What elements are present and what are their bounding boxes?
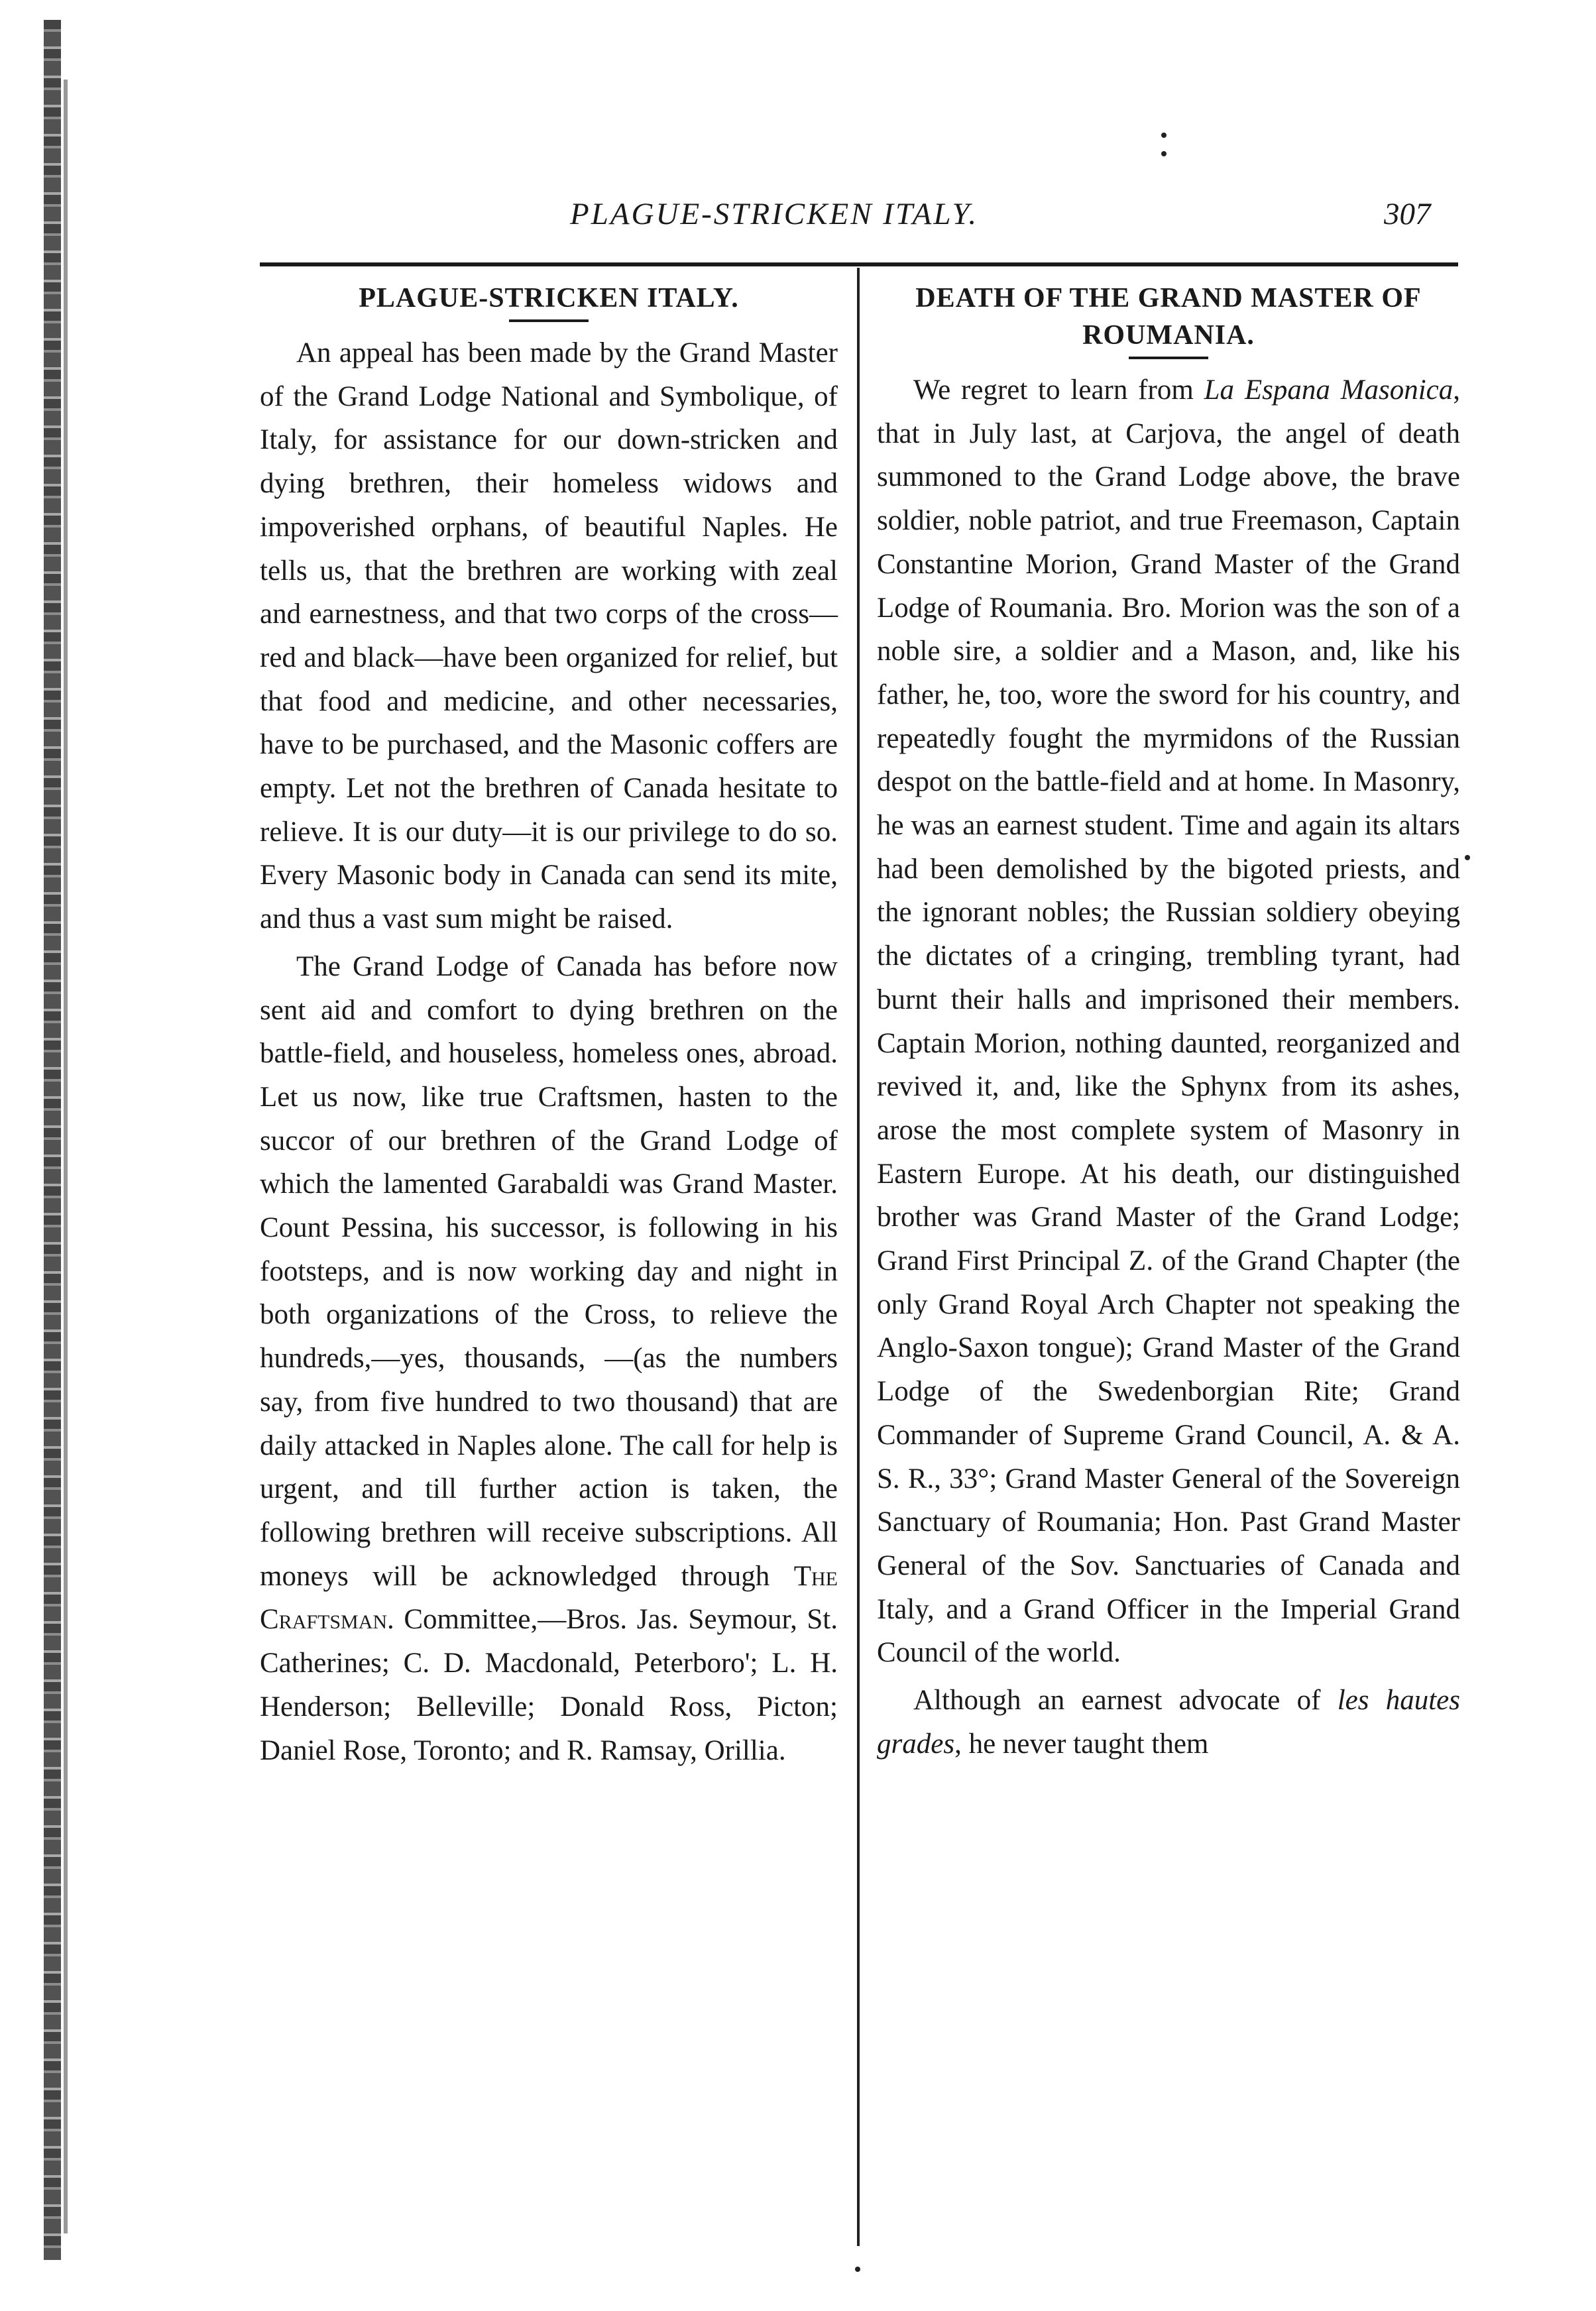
left-paragraph-1: An appeal has been made by the Grand Master of the Grand Lodge National and Symbolique, of Italy, for assistance for our down-stricken and dying brethren, their homeless widows and impoverished orphans, of beautiful Naples. He tells us, that the brethren are working with zeal and earnestness, and that two corps of the cross—red and black—have been organized for relief, but that food and medicine, and other necessaries, have to be purchased, and the Masonic coffers are empty. Let not the brethren of Canada hesitate to relieve. It is our duty—it is our privilege to do so. Every Masonic body in Canada can send its mite, and thus a vast sum might be raised. [260,337,838,935]
header-rule [260,262,1458,266]
left-paragraph-2-text: The Grand Lodge of Canada has before now sent aid and comfort to dying brethren on the battle-field, and houseless, homeless ones, abroad. Let us now, like true Craftsmen, hasten to the succor of our brethren of the Grand Lodge of which the lamented Garabaldi was Grand Master. Count Pessina, his successor, is following in his footsteps, and is now working day and night in both organizations of the Cross, to relieve the hundreds,—yes, thousands, —(as the numbers say, from five hundred to two thousand) that are daily attacked in Naples alone. The call for help is urgent, and till further action is taken, the following brethren will receive subscriptions. All moneys will be acknowledged through [260,950,838,1592]
publication-name: The Craftsman. [260,1560,838,1636]
right-paragraph-2-rest: , he never taught them [954,1728,1209,1760]
running-head: PLAGUE-STRICKEN ITALY. [570,197,979,231]
scan-speck [855,2267,860,2272]
right-paragraph-2-start: Although an earnest advocate of [913,1685,1321,1717]
left-column [260,280,838,1772]
left-paragraph-2 [260,945,838,1772]
scan-speck [1161,133,1167,138]
right-column [877,280,1460,1766]
page-number: 307 [1384,197,1431,231]
right-paragraph-1 [877,368,1460,1675]
source-publication: La Espana Masonica [1204,374,1454,406]
scanned-page-edge [44,20,61,2260]
scan-speck [1161,151,1167,156]
right-paragraph-1-rest: , that in July last, at Carjova, the angel of death summoned to the Grand Lodge above, the brave soldier, noble patriot, and true Freemason, Captain Constantine Morion, Grand Master of the Grand Lodge of Roumania. Bro. Morion was the son of a noble sire, a soldier and a Mason, and, like his father, he, too, wore the sword for his country, and repeatedly fought the myrmidons of the Russian despot on the battle-field and at home. In Masonry, he was an earnest student. Time and again its altars had been demolished by the bigoted priests, and the ignorant nobles; the Russian soldiery obeying the dictates of a cringing, trembling tyrant, had burnt their halls and imprisoned their members. Captain Morion, nothing daunted, reorganized and revived it, and, like the Sphynx from its ashes, arose the most complete system of Masonry in Eastern Europe. At his death, our distinguished brother was Grand Master of the Grand Lodge; Grand First Principal Z. of the Grand Chapter (the only Grand Royal Arch Chapter not speaking the Anglo-Saxon tongue); Grand Master of the Grand Lodge of the Swedenborgian Rite; Grand Commander of Supreme Grand Council, A. & A. S. R., 33°; Grand Master General of the Sovereign Sanctuary of Roumania; Hon. Past Grand Master General of the Sov. Sanctuaries of Canada and Italy, and a Grand Officer in the Imperial Grand Council of the world. [877,374,1460,1669]
column-divider [857,268,860,2246]
hautes-grades: les hautes grades [877,1685,1460,1760]
left-article-title: PLAGUE-STRICKEN ITALY. [359,283,739,313]
committee-list: Committee,—Bros. Jas. Seymour, St. Catherines; C. D. Macdonald, Peterboro'; L. H. Henderson; Belleville; Donald Ross, Picton; Daniel Rose, Toronto; and R. Ramsay, Orillia. [260,1604,838,1766]
scanned-page-edge-shadow [64,80,68,2233]
scan-speck [1465,855,1470,860]
right-paragraph-2 [877,1679,1460,1766]
right-paragraph-1-start: We regret to learn from [913,374,1194,406]
left-title-rule [509,319,589,322]
right-title-rule [1129,357,1208,359]
right-article-title: DEATH OF THE GRAND MASTER OF ROUMANIA. [915,283,1422,351]
